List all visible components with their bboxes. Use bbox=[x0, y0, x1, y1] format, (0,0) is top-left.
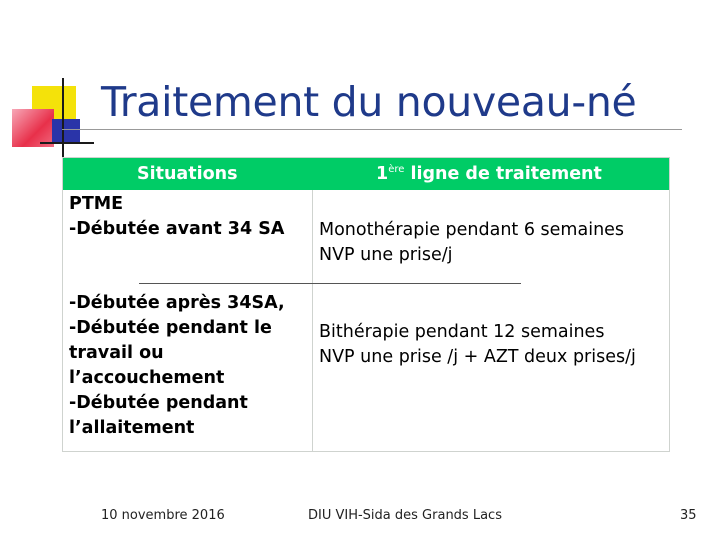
slide-title: Traitement du nouveau-né bbox=[101, 78, 637, 126]
row2-treatment-line: Bithérapie pendant 12 semaines bbox=[319, 322, 605, 342]
footer-date: 10 novembre 2016 bbox=[101, 508, 225, 523]
title-underline bbox=[62, 129, 682, 130]
row2-situation-line: l’accouchement bbox=[69, 368, 225, 388]
column-divider bbox=[312, 190, 313, 452]
row1-situation-line: PTME bbox=[69, 194, 124, 214]
row1-treatment-line: Monothérapie pendant 6 semaines bbox=[319, 220, 625, 240]
row2-situation-line: -Débutée après 34SA, bbox=[69, 293, 285, 313]
row2-treatment-cell bbox=[319, 320, 636, 370]
decorative-vertical-line bbox=[62, 78, 64, 160]
row2-situation-line: travail ou bbox=[69, 343, 164, 363]
row2-treatment-line: NVP une prise /j + AZT deux prises/j bbox=[319, 347, 636, 367]
header-first-line-text: ligne de traitement bbox=[404, 164, 602, 184]
row2-situation-cell bbox=[69, 291, 285, 441]
header-situations: Situations bbox=[137, 164, 238, 184]
decorative-horizontal-line bbox=[40, 142, 94, 144]
row2-situation-line: -Débutée pendant bbox=[69, 393, 248, 413]
row2-situation-line: l’allaitement bbox=[69, 418, 195, 438]
row-divider bbox=[139, 283, 521, 284]
treatment-table bbox=[62, 157, 670, 452]
footer-course-name: DIU VIH-Sida des Grands Lacs bbox=[308, 508, 502, 523]
table-header-row bbox=[63, 158, 669, 190]
decorative-blue-square bbox=[52, 119, 80, 143]
footer-page-number: 35 bbox=[680, 508, 697, 523]
header-first-line bbox=[376, 164, 602, 184]
header-first-line-superscript: ère bbox=[388, 164, 405, 175]
row1-treatment-cell bbox=[319, 218, 624, 268]
header-first-line-number: 1 bbox=[376, 164, 389, 184]
row1-treatment-line: NVP une prise/j bbox=[319, 245, 453, 265]
row1-situation-cell bbox=[69, 192, 284, 242]
row1-situation-line: -Débutée avant 34 SA bbox=[69, 219, 285, 239]
row2-situation-line: -Débutée pendant le bbox=[69, 318, 272, 338]
